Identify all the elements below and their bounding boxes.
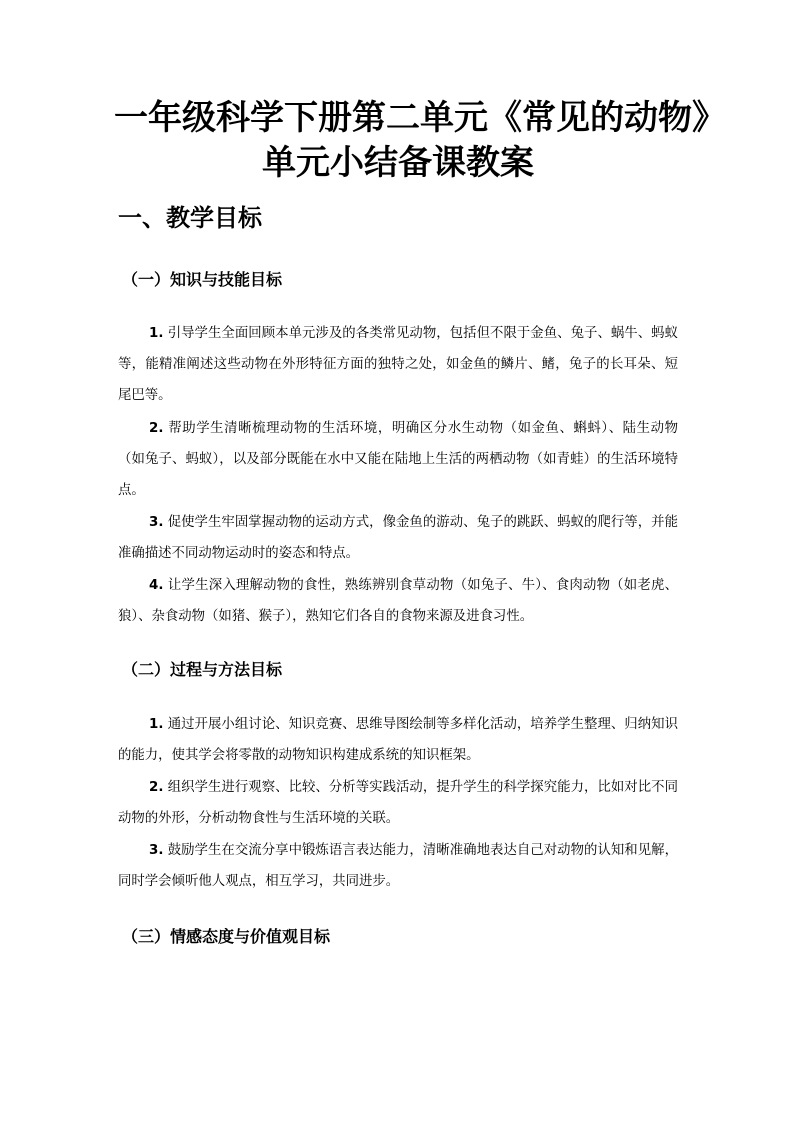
list-item [118,318,678,411]
item-text: 让学生深入理解动物的食性，熟练辨别食草动物（如兔子、牛）、食肉动物（如老虎、狼）、杂食动物（如猪、猴子），熟知它们各自的食物来源及进食习性。 [118,578,678,624]
item-text: 促使学生牢固掌握动物的运动方式，像金鱼的游动、兔子的跳跃、蚂蚁的爬行等，并能准确描述不同动物运动时的姿态和特点。 [118,515,678,561]
list-item [118,709,678,771]
subsection-heading-emotion-values: （三）情感态度与价值观目标 [122,927,331,946]
item-number: 3. [149,843,164,858]
item-text: 引导学生全面回顾本单元涉及的各类常见动物，包括但不限于金鱼、兔子、蜗牛、蚂蚁等，能精准阐述这些动物在外形特征方面的独特之处，如金鱼的鳞片、鳍，兔子的长耳朵、短尾巴等。 [118,326,678,403]
item-number: 1. [149,326,164,341]
list-item [118,507,678,569]
item-number: 3. [149,515,164,530]
item-number: 1. [149,717,164,732]
document-title-line2: 单元小结备课教案 [262,143,534,183]
subsection-heading-knowledge-skills: （一）知识与技能目标 [122,270,283,289]
section-heading-teaching-goals: 一、教学目标 [118,204,262,232]
document-title-line1: 一年级科学下册第二单元《常见的动物》 [114,98,726,138]
item-number: 2. [149,421,164,436]
item-number: 4. [149,578,164,593]
item-text: 通过开展小组讨论、知识竞赛、思维导图绘制等多样化活动，培养学生整理、归纳知识的能力，使其学会将零散的动物知识构建成系统的知识框架。 [118,717,678,763]
list-item [118,772,678,834]
item-text: 组织学生进行观察、比较、分析等实践活动，提升学生的科学探究能力，比如对比不同动物的外形，分析动物食性与生活环境的关联。 [118,780,678,826]
item-text: 鼓励学生在交流分享中锻炼语言表达能力，清晰准确地表达自己对动物的认知和见解，同时学会倾听他人观点，相互学习，共同进步。 [118,843,678,889]
item-number: 2. [149,780,164,795]
list-item [118,835,678,897]
list-item [118,413,678,506]
subsection-heading-process-methods: （二）过程与方法目标 [122,660,283,679]
item-text: 帮助学生清晰梳理动物的生活环境，明确区分水生动物（如金鱼、蝌蚪）、陆生动物（如兔子、蚂蚁），以及部分既能在水中又能在陆地上生活的两栖动物（如青蛙）的生活环境特点。 [118,421,678,498]
list-item [118,570,678,632]
